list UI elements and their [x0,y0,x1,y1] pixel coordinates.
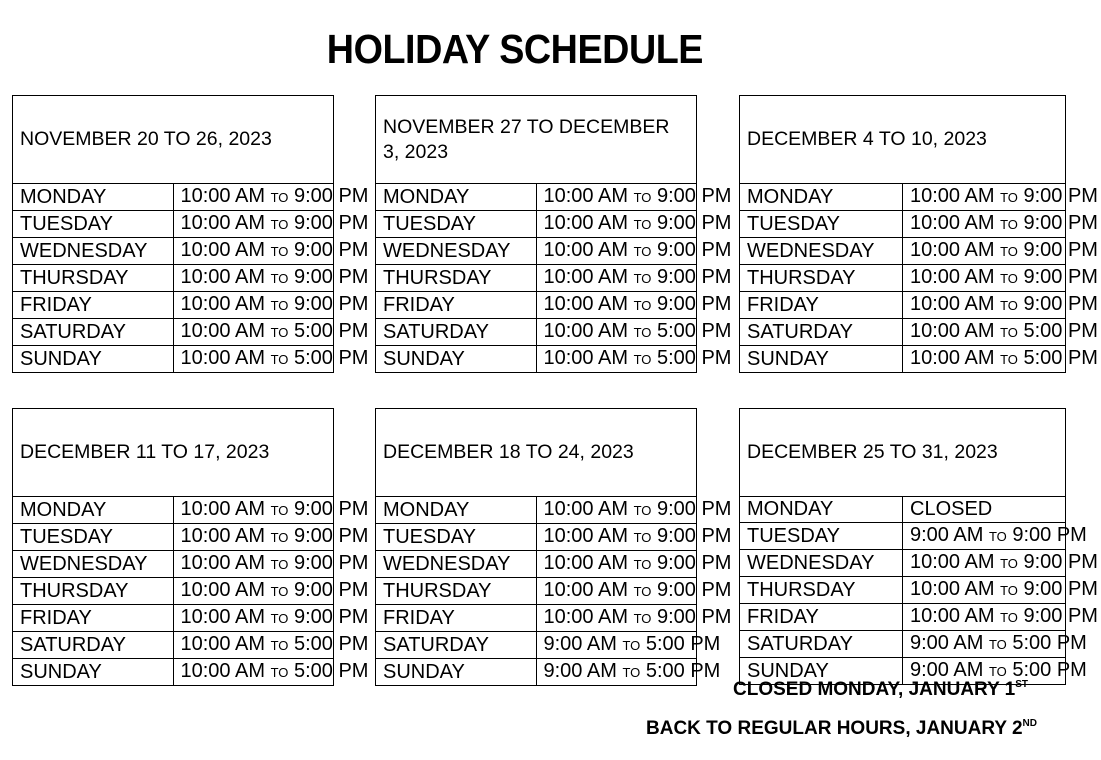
to-separator: TO [633,530,652,545]
table-row [740,576,1066,603]
day-name: THURSDAY [376,265,537,292]
day-name: SATURDAY [13,632,174,659]
table-row [740,346,1066,373]
week-heading: NOVEMBER 20 TO 26, 2023 [13,96,334,184]
day-name: WEDNESDAY [13,551,174,578]
table-row [376,497,697,524]
open-time: 9:00 AM [910,523,984,546]
to-separator: TO [270,298,289,313]
day-name: TUESDAY [740,522,903,549]
to-separator: TO [270,217,289,232]
to-separator: TO [1000,271,1018,286]
table-row [740,184,1066,211]
hours-cell [173,346,369,373]
day-name: WEDNESDAY [376,238,537,265]
day-name: WEDNESDAY [740,549,903,576]
open-time: 10:00 AM [543,606,629,628]
table-row [740,265,1066,292]
to-separator: TO [633,217,652,232]
day-name: SUNDAY [376,659,537,686]
regular-hours-note-suffix: ND [1022,718,1037,729]
open-time: 10:00 AM [180,552,266,574]
close-time: 9:00 PM [656,293,732,315]
open-time: 10:00 AM [180,185,266,207]
day-name: FRIDAY [740,292,903,319]
day-name: MONDAY [13,497,174,524]
day-name: THURSDAY [740,576,903,603]
to-separator: TO [622,665,641,680]
to-separator: TO [1000,352,1018,367]
to-separator: TO [633,611,652,626]
open-time: 10:00 AM [180,239,266,261]
hours-cell [173,211,369,238]
week-table-2 [375,95,732,373]
hours-cell [536,346,732,373]
close-time: 9:00 PM [656,266,732,288]
open-time: 10:00 AM [910,266,995,288]
regular-hours-note [646,718,1037,740]
to-separator: TO [1000,325,1018,340]
day-name: WEDNESDAY [13,238,174,265]
day-name: FRIDAY [376,605,537,632]
close-time: 5:00 PM [293,347,369,369]
to-separator: TO [1000,190,1018,205]
table-row [13,184,334,211]
to-separator: TO [633,503,652,518]
day-name: SATURDAY [13,319,174,346]
week-heading: NOVEMBER 27 TO DECEMBER 3, 2023 [376,96,697,184]
day-name: THURSDAY [740,265,903,292]
close-time: 9:00 PM [656,606,732,628]
open-time: 10:00 AM [543,266,629,288]
table-row [13,578,334,605]
table-row [13,238,334,265]
open-time: 10:00 AM [910,212,995,234]
hours-cell [536,497,732,524]
closed-status: CLOSED [910,498,993,521]
close-time: 9:00 PM [656,239,732,261]
day-name: TUESDAY [13,524,174,551]
hours-cell [903,497,1066,523]
regular-hours-note-text: BACK TO REGULAR HOURS, JANUARY 2 [646,718,1023,739]
hours-cell [536,551,732,578]
close-time: 5:00 PM [293,633,369,655]
open-time: 9:00 AM [543,633,617,655]
day-name: TUESDAY [740,211,903,238]
close-time: 5:00 PM [645,660,721,682]
to-separator: TO [270,665,289,680]
to-separator: TO [633,557,652,572]
open-time: 10:00 AM [543,525,629,547]
table-row [376,184,697,211]
table-row [376,605,697,632]
hours-cell [536,238,732,265]
day-name: THURSDAY [13,265,174,292]
close-time: 5:00 PM [1023,320,1098,342]
hours-cell [903,603,1098,630]
open-time: 10:00 AM [180,606,266,628]
page-title: HOLIDAY SCHEDULE [326,26,704,72]
open-time: 10:00 AM [543,239,629,261]
hours-cell [173,184,369,211]
open-time: 10:00 AM [543,347,629,369]
table-row [740,238,1066,265]
table-row [376,551,697,578]
close-time: 5:00 PM [1012,631,1087,654]
close-time: 5:00 PM [293,660,369,682]
table-row [376,265,697,292]
week-table-5 [375,408,732,686]
to-separator: TO [270,611,289,626]
to-separator: TO [988,528,1007,544]
table-row [13,524,334,551]
to-separator: TO [270,557,289,572]
table-row [740,319,1066,346]
day-name: SUNDAY [740,657,903,684]
table-row [740,292,1066,319]
to-separator: TO [633,190,652,205]
close-time: 9:00 PM [293,266,369,288]
close-time: 9:00 PM [656,552,732,574]
close-time: 5:00 PM [1012,658,1087,681]
day-name: FRIDAY [740,603,903,630]
day-name: MONDAY [376,184,537,211]
close-time: 9:00 PM [1023,239,1098,261]
hours-cell [903,319,1098,346]
day-name: MONDAY [740,184,903,211]
close-time: 9:00 PM [656,579,732,601]
open-time: 10:00 AM [543,498,629,520]
hours-cell [173,551,369,578]
closed-note [733,679,1028,701]
close-time: 9:00 PM [656,498,732,520]
table-row [376,578,697,605]
close-time: 9:00 PM [293,185,369,207]
hours-cell [903,184,1098,211]
schedule-table [12,95,369,373]
hours-cell [536,319,732,346]
table-row [376,632,697,659]
day-name: MONDAY [13,184,174,211]
table-row [740,549,1066,576]
table-row [376,319,697,346]
open-time: 10:00 AM [910,347,995,369]
day-name: MONDAY [740,497,903,523]
close-time: 9:00 PM [293,579,369,601]
schedule-table [375,95,732,373]
close-time: 9:00 PM [1023,293,1098,315]
open-time: 10:00 AM [543,320,629,342]
day-name: TUESDAY [13,211,174,238]
table-row [13,292,334,319]
hours-cell [173,524,369,551]
open-time: 10:00 AM [180,633,266,655]
close-time: 5:00 PM [645,633,721,655]
hours-cell [536,524,732,551]
table-row [740,522,1066,549]
hours-cell [536,292,732,319]
day-name: SUNDAY [13,659,174,686]
hours-cell [173,319,369,346]
hours-cell [173,578,369,605]
table-row [13,265,334,292]
day-name: SATURDAY [740,319,903,346]
hours-cell [173,292,369,319]
close-time: 9:00 PM [293,293,369,315]
open-time: 10:00 AM [180,347,266,369]
week-heading: DECEMBER 25 TO 31, 2023 [740,409,1066,497]
week-table-6 [739,408,1098,685]
open-time: 10:00 AM [910,550,995,573]
to-separator: TO [622,638,641,653]
table-row [13,605,334,632]
to-separator: TO [1000,582,1018,598]
to-separator: TO [270,352,289,367]
week-heading: DECEMBER 11 TO 17, 2023 [13,409,334,497]
open-time: 10:00 AM [910,577,995,600]
to-separator: TO [1000,298,1018,313]
to-separator: TO [270,190,289,205]
schedule-table [739,95,1098,373]
hours-cell [173,497,369,524]
open-time: 10:00 AM [910,320,995,342]
to-separator: TO [270,584,289,599]
table-row [13,551,334,578]
hours-cell [536,265,732,292]
table-row [376,211,697,238]
table-row [376,238,697,265]
day-name: THURSDAY [13,578,174,605]
close-time: 9:00 PM [1023,604,1098,627]
hours-cell [536,605,732,632]
to-separator: TO [1000,244,1018,259]
open-time: 10:00 AM [543,579,629,601]
week-table-4 [12,408,369,686]
day-name: MONDAY [376,497,537,524]
close-time: 9:00 PM [656,185,732,207]
close-time: 9:00 PM [1012,523,1087,546]
to-separator: TO [1000,217,1018,232]
to-separator: TO [270,530,289,545]
table-row [376,659,697,686]
open-time: 10:00 AM [180,660,266,682]
day-name: SATURDAY [376,632,537,659]
open-time: 10:00 AM [543,552,629,574]
hours-cell [903,292,1098,319]
table-row [13,659,334,686]
close-time: 9:00 PM [1023,577,1098,600]
table-row [376,292,697,319]
hours-cell [173,605,369,632]
hours-cell [536,632,721,659]
open-time: 10:00 AM [910,293,995,315]
open-time: 9:00 AM [910,631,984,654]
day-name: SUNDAY [376,346,537,373]
to-separator: TO [988,636,1007,652]
day-name: WEDNESDAY [376,551,537,578]
close-time: 5:00 PM [656,347,732,369]
close-time: 9:00 PM [293,498,369,520]
to-separator: TO [633,352,652,367]
day-name: WEDNESDAY [740,238,903,265]
open-time: 10:00 AM [180,579,266,601]
hours-cell [173,265,369,292]
day-name: FRIDAY [13,605,174,632]
to-separator: TO [270,325,289,340]
table-row [13,632,334,659]
to-separator: TO [633,325,652,340]
close-time: 9:00 PM [1023,266,1098,288]
table-row [376,524,697,551]
to-separator: TO [988,663,1007,679]
day-name: FRIDAY [13,292,174,319]
close-time: 9:00 PM [293,525,369,547]
open-time: 10:00 AM [180,498,266,520]
close-time: 5:00 PM [656,320,732,342]
close-time: 9:00 PM [656,525,732,547]
open-time: 10:00 AM [180,525,266,547]
to-separator: TO [1000,555,1018,571]
day-name: SATURDAY [740,630,903,657]
table-row [13,211,334,238]
table-row [376,346,697,373]
open-time: 10:00 AM [910,604,995,627]
hours-cell [536,211,732,238]
table-row [740,497,1066,523]
close-time: 9:00 PM [293,239,369,261]
to-separator: TO [270,271,289,286]
to-separator: TO [633,584,652,599]
hours-cell [903,549,1098,576]
day-name: THURSDAY [376,578,537,605]
week-table-3 [739,95,1098,373]
to-separator: TO [270,244,289,259]
hours-cell [173,632,369,659]
close-time: 9:00 PM [1023,185,1098,207]
open-time: 10:00 AM [543,185,629,207]
open-time: 10:00 AM [910,185,995,207]
to-separator: TO [633,298,652,313]
hours-cell [173,659,369,686]
schedule-table [739,408,1098,685]
open-time: 9:00 AM [543,660,617,682]
week-table-1 [12,95,369,373]
open-time: 10:00 AM [543,293,629,315]
table-row [740,630,1066,657]
hours-cell [903,630,1087,657]
close-time: 5:00 PM [1023,347,1098,369]
table-row [740,211,1066,238]
table-row [740,603,1066,630]
close-time: 9:00 PM [293,552,369,574]
hours-cell [903,211,1098,238]
day-name: FRIDAY [376,292,537,319]
schedule-table [12,408,369,686]
close-time: 9:00 PM [293,606,369,628]
open-time: 10:00 AM [180,320,266,342]
to-separator: TO [633,271,652,286]
open-time: 10:00 AM [180,293,266,315]
to-separator: TO [1000,609,1018,625]
week-heading: DECEMBER 4 TO 10, 2023 [740,96,1066,184]
close-time: 9:00 PM [1023,212,1098,234]
open-time: 10:00 AM [543,212,629,234]
open-time: 10:00 AM [910,239,995,261]
hours-cell [173,238,369,265]
open-time: 9:00 AM [910,658,984,681]
week-heading: DECEMBER 18 TO 24, 2023 [376,409,697,497]
table-row [13,497,334,524]
day-name: TUESDAY [376,524,537,551]
to-separator: TO [270,638,289,653]
closed-note-text: CLOSED MONDAY, JANUARY 1 [733,679,1016,700]
schedule-table [375,408,732,686]
close-time: 9:00 PM [656,212,732,234]
close-time: 5:00 PM [293,320,369,342]
to-separator: TO [270,503,289,518]
close-time: 9:00 PM [1023,550,1098,573]
day-name: TUESDAY [376,211,537,238]
closed-note-suffix: ST [1015,679,1029,690]
hours-cell [903,265,1098,292]
close-time: 9:00 PM [293,212,369,234]
to-separator: TO [633,244,652,259]
hours-cell [903,238,1098,265]
hours-cell [536,578,732,605]
day-name: SUNDAY [740,346,903,373]
open-time: 10:00 AM [180,212,266,234]
open-time: 10:00 AM [180,266,266,288]
day-name: SATURDAY [376,319,537,346]
table-row [13,319,334,346]
hours-cell [536,184,732,211]
table-row [13,346,334,373]
hours-cell [536,659,721,686]
day-name: SUNDAY [13,346,174,373]
hours-cell [903,522,1087,549]
hours-cell [903,576,1098,603]
hours-cell [903,346,1098,373]
